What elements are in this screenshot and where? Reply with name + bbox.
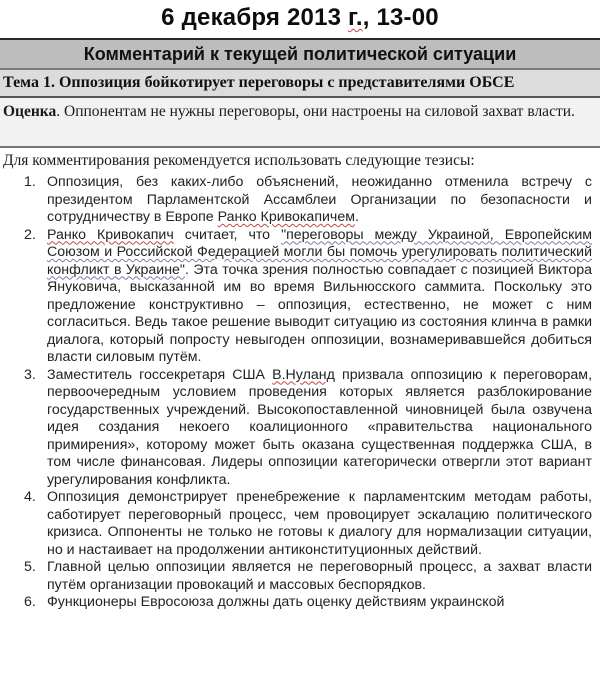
thesis-number: 6. [24, 594, 36, 610]
thesis-text: Заместитель госсекретаря США [47, 366, 273, 383]
assessment-label: Оценка [3, 103, 57, 120]
thesis-text: Оппозиция, без каких-либо объяснений, неожиданно отменила встречу с президентом Парламентской Ассамблеи Организации по безопасности и сотрудничеству в Европе [47, 174, 592, 225]
thesis-item [0, 367, 600, 490]
date-suffix: , 13-00 [362, 4, 439, 31]
page-date-title [0, 2, 600, 34]
thesis-item [0, 174, 600, 227]
thesis-item [0, 227, 600, 367]
thesis-item [0, 489, 600, 559]
thesis-number: 4. [24, 489, 36, 505]
theses-intro: Для комментирования рекомендуется использовать следующие тезисы: [3, 152, 475, 169]
assessment-text: . Оппонентам не нужны переговоры, они настроены на силовой захват власти. [56, 103, 575, 120]
thesis-number: 1. [24, 174, 36, 190]
date-abbrev: г. [348, 4, 363, 31]
spellcheck-name: В.Нуланд [272, 366, 335, 383]
grammar-check-quote: "переговоры между Украиной, Европейским Союзом и Российской Федерацией могли бы помочь урегулировать политический конфликт в Украине" [47, 226, 592, 278]
thesis-number: 2. [24, 226, 36, 243]
assessment-block [0, 98, 600, 148]
theses-list [0, 174, 600, 612]
thesis-text: считает, что [173, 226, 282, 243]
document-title-band: Комментарий к текущей политической ситуации [0, 38, 600, 70]
thesis-text: призвала оппозицию к переговорам, первоочередным условием проведения которых является разблокирование государственных учреждений. Высокопоставленной чиновницей была озвучена идея создания некоего коалиционного «правительства национального примирения», которому может быть оказана существенная поддержка США, в том числе финансовая. Лидеры оппозиции категорически отвергли этот вариант урегулирования конфликта. [47, 366, 593, 488]
topic-heading: Тема 1. Оппозиция бойкотирует переговоры с представителями ОБСЕ [0, 70, 600, 98]
thesis-text: . [354, 209, 359, 225]
thesis-text: . Эта точка зрения полностью совпадает с позицией Виктора Януковича, высказанной им во время Вильнюсского саммита. Поскольку это предложение конструктивно – оппозиция, естественно, не может с ним согласиться. Ведь такое решение выводит ситуацию из состояния клинча в рамки диалога, который попросту невыгоден оппозиции, вознамеривавшейся добиться власти силовым путём. [47, 261, 592, 365]
thesis-text: Функционеры Евросоюза должны дать оценку действиям украинской [47, 594, 505, 610]
thesis-text: Оппозиция демонстрирует пренебрежение к парламентским методам работы, саботирует переговорный процесс, чем провоцирует эскалацию политического кризиса. Оппоненты не только не готовы к диалогу для нормализации ситуации, но и настаивает на продолжении антиконституционных действий. [47, 489, 592, 558]
thesis-number: 3. [24, 366, 36, 383]
spellcheck-name: Ранко Кривокапич [47, 226, 174, 243]
thesis-item [0, 594, 600, 612]
spellcheck-name: Ранко Кривокапичем [217, 209, 355, 225]
thesis-number: 5. [24, 559, 36, 575]
thesis-text: Главной целью оппозиции является не переговорный процесс, а захват власти путём организации провокаций и массовых беспорядков. [47, 559, 592, 593]
date-prefix: 6 декабря 2013 [161, 4, 349, 31]
thesis-item [0, 559, 600, 594]
